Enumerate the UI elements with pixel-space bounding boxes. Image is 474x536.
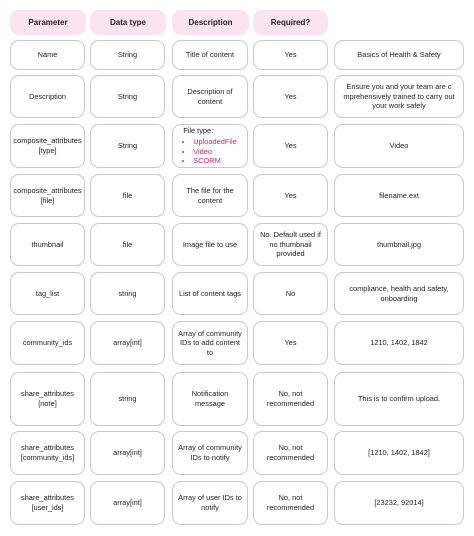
param-cell: share_attributes [user_ids] — [10, 481, 85, 525]
example-cell: filename.ext — [334, 174, 464, 217]
type-cell: String — [90, 124, 165, 168]
required-cell: Yes — [253, 124, 328, 168]
example-cell: Video — [334, 124, 464, 168]
type-cell: array[int] — [90, 481, 165, 525]
param-cell: tag_list — [10, 272, 85, 315]
description-cell: Array of community IDs to add content to — [172, 321, 248, 365]
type-cell: array[int] — [90, 431, 165, 475]
example-cell: thumbnail.jpg — [334, 223, 464, 266]
required-cell: Yes — [253, 321, 328, 365]
description-cell: Notification message — [172, 372, 248, 426]
type-cell: file — [90, 223, 165, 266]
file-type-option: • Video — [193, 147, 237, 157]
param-cell: Name — [10, 40, 85, 70]
description-cell: Array of community IDs to notify — [172, 431, 248, 475]
example-cell: Ensure you and your team are c mprehensively trained to carry out your work safely — [334, 75, 464, 118]
required-cell: Yes — [253, 174, 328, 217]
required-cell: No — [253, 272, 328, 315]
type-cell: String — [90, 75, 165, 118]
file-type-title: File type: — [183, 126, 214, 136]
required-cell: No. Default used if no thumbnail provided — [253, 223, 328, 266]
param-cell: Description — [10, 75, 85, 118]
type-cell: file — [90, 174, 165, 217]
description-cell: Title of content — [172, 40, 248, 70]
example-cell: compliance, health and safety, onboarding — [334, 272, 464, 315]
description-cell — [172, 124, 248, 168]
param-cell: composite_attributes [file] — [10, 174, 85, 217]
header-required: Required? — [253, 10, 328, 35]
example-cell: Basics of Health & Safety — [334, 40, 464, 70]
file-type-option: • SCORM — [193, 156, 237, 166]
description-cell: Description of content — [172, 75, 248, 118]
file-type-option: • UploadedFile — [193, 137, 237, 147]
required-cell: Yes — [253, 40, 328, 70]
header-parameter: Parameter — [10, 10, 86, 35]
required-cell: No, not recommended — [253, 431, 328, 475]
required-cell: Yes — [253, 75, 328, 118]
type-cell: string — [90, 272, 165, 315]
description-cell: The file for the content — [172, 174, 248, 217]
required-cell: No, not recommended — [253, 481, 328, 525]
example-cell: This is to confirm upload. — [334, 372, 464, 426]
description-cell: Image file to use — [172, 223, 248, 266]
header-data-type: Data type — [90, 10, 166, 35]
required-cell: No, not recommended — [253, 372, 328, 426]
example-cell: [1210, 1402, 1842] — [334, 431, 464, 475]
param-cell: composite_attributes [type] — [10, 124, 85, 168]
header-description: Description — [172, 10, 249, 35]
param-cell: thumbnail — [10, 223, 85, 266]
file-type-list — [183, 137, 237, 166]
example-cell: [23232, 92014] — [334, 481, 464, 525]
param-cell: community_ids — [10, 321, 85, 365]
param-cell: share_attributes [note] — [10, 372, 85, 426]
description-cell: Array of user IDs to notify — [172, 481, 248, 525]
type-cell: array[int] — [90, 321, 165, 365]
type-cell: string — [90, 372, 165, 426]
example-cell: 1210, 1402, 1842 — [334, 321, 464, 365]
description-cell: List of content tags — [172, 272, 248, 315]
type-cell: String — [90, 40, 165, 70]
param-cell: share_attributes [community_ids] — [10, 431, 85, 475]
